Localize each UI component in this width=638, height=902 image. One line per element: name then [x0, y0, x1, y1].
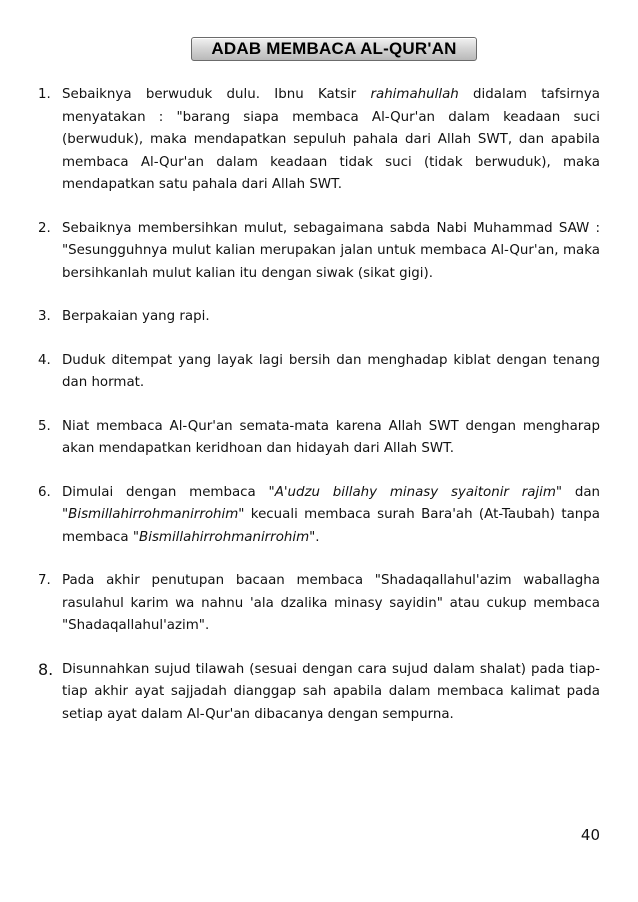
item-text-part: " kecuali membaca surah Bara'ah (At-Taubah) tanpa membaca " [62, 507, 600, 545]
title-container [0, 37, 638, 61]
list-item-8 [38, 659, 600, 727]
item-text: Disunnahkan sujud tilawah (sesuai dengan cara sujud dalam shalat) pada tiap-tiap akhir ayat sajjadah dianggap sah apabila dalam membaca kalimat pada setiap ayat dalam Al-Qur'an dibacanya dengan sempurna. [62, 661, 600, 722]
list-item-7 [38, 570, 600, 638]
item-number: 1. [38, 87, 51, 102]
item-number: 3. [38, 309, 51, 324]
italic-term: Bismillahirrohmanirrohim [139, 529, 310, 545]
italic-term: A'udzu billahy minasy syaitonir rajim [274, 484, 556, 500]
item-text-part: Sebaiknya berwuduk dulu. Ibnu Katsir [62, 87, 371, 102]
item-number: 2. [38, 220, 51, 236]
list-item-3 [38, 306, 600, 329]
italic-term: Bismillahirrohmanirrohim [68, 507, 239, 522]
item-number: 6. [38, 484, 51, 500]
item-text-part: Dimulai dengan membaca " [62, 484, 275, 500]
page-title: ADAB MEMBACA AL-QUR'AN [191, 37, 477, 61]
item-text: Pada akhir penutupan bacaan membaca "Shadaqallahul'azim waballagha rasulahul karim wa nahnu 'ala dzalika minasy sayidin" atau cukup membaca "Shadaqallahul'azim". [62, 573, 600, 633]
italic-term: rahimahullah [370, 87, 459, 102]
list-item-5 [38, 416, 600, 461]
item-number: 4. [38, 352, 51, 368]
item-number: 5. [38, 418, 51, 434]
item-text: Niat membaca Al-Qur'an semata-mata karena Allah SWT dengan mengharap akan mendapatkan keridhoan dan hidayah dari Allah SWT. [62, 418, 600, 456]
item-text-part: ". [309, 529, 320, 545]
adab-list [38, 84, 600, 747]
item-text-part: " dan " [62, 484, 601, 522]
list-item-6 [38, 482, 600, 550]
item-text: Duduk ditempat yang layak lagi bersih dan menghadap kiblat dengan tenang dan hormat. [62, 352, 600, 390]
page-number: 40 [580, 826, 600, 844]
item-text: Sebaiknya membersihkan mulut, sebagaimana sabda Nabi Muhammad SAW : "Sesungguhnya mulut kalian merupakan jalan untuk membaca Al-Qur'an, maka bersihkanlah mulut kalian itu dengan siwak (sikat gigi). [62, 220, 600, 281]
item-number: 7. [38, 573, 51, 588]
item-number: 8. [38, 659, 54, 679]
item-text [62, 485, 600, 545]
item-text-part: didalam tafsirnya menyatakan : "barang siapa membaca Al-Qur'an dalam keadaan suci (berwuduk), maka mendapatkan sepuluh pahala dari Allah SWT, dan apabila membaca Al-Qur'an dalam keadaan tidak suci (tidak berwuduk), maka mendapatkan satu pahala dari Allah SWT. [62, 87, 600, 192]
item-text: Berpakaian yang rapi. [62, 309, 210, 324]
item-text [62, 87, 600, 192]
list-item-2 [38, 218, 600, 286]
list-item-4 [38, 350, 600, 395]
list-item-1 [38, 84, 600, 197]
